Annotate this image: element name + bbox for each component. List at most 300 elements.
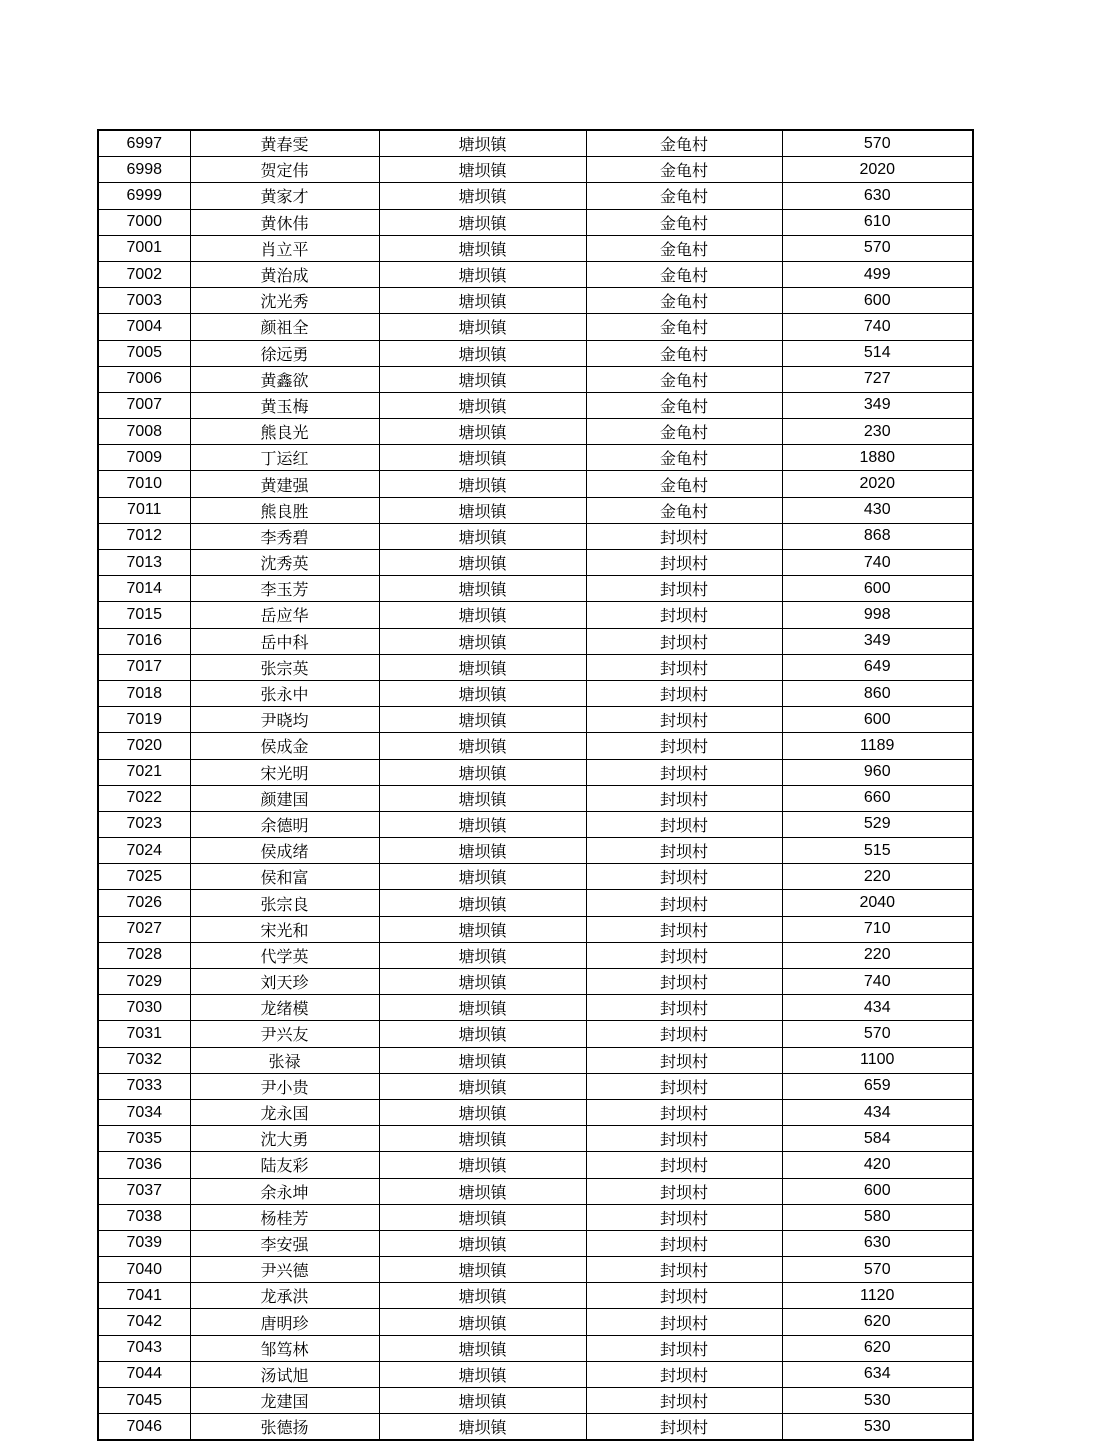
amount-cell: 349 — [782, 628, 973, 654]
amount-cell: 868 — [782, 523, 973, 549]
town-cell: 塘坝镇 — [379, 261, 586, 287]
amount-cell: 610 — [782, 209, 973, 235]
table-row — [98, 314, 973, 340]
name-cell: 沈大勇 — [190, 1126, 379, 1152]
amount-cell: 434 — [782, 1099, 973, 1125]
row-number-cell: 7001 — [98, 235, 190, 261]
name-cell: 汤试旭 — [190, 1361, 379, 1387]
table-row — [98, 916, 973, 942]
amount-cell: 1100 — [782, 1047, 973, 1073]
village-cell: 金龟村 — [586, 419, 782, 445]
table-row — [98, 654, 973, 680]
table-row — [98, 157, 973, 183]
row-number-cell: 7035 — [98, 1126, 190, 1152]
village-cell: 金龟村 — [586, 261, 782, 287]
name-cell: 余永坤 — [190, 1178, 379, 1204]
row-number-cell: 7043 — [98, 1335, 190, 1361]
town-cell: 塘坝镇 — [379, 654, 586, 680]
name-cell: 颜建国 — [190, 785, 379, 811]
village-cell: 封坝村 — [586, 654, 782, 680]
table-row — [98, 864, 973, 890]
town-cell: 塘坝镇 — [379, 1414, 586, 1441]
town-cell: 塘坝镇 — [379, 1099, 586, 1125]
amount-cell: 220 — [782, 864, 973, 890]
name-cell: 熊良光 — [190, 419, 379, 445]
amount-cell: 740 — [782, 314, 973, 340]
village-cell: 封坝村 — [586, 576, 782, 602]
amount-cell: 570 — [782, 1021, 973, 1047]
name-cell: 尹兴德 — [190, 1257, 379, 1283]
town-cell: 塘坝镇 — [379, 550, 586, 576]
village-cell: 封坝村 — [586, 602, 782, 628]
amount-cell: 230 — [782, 419, 973, 445]
name-cell: 岳中科 — [190, 628, 379, 654]
town-cell: 塘坝镇 — [379, 392, 586, 418]
town-cell: 塘坝镇 — [379, 130, 586, 157]
village-cell: 金龟村 — [586, 209, 782, 235]
village-cell: 封坝村 — [586, 1047, 782, 1073]
row-number-cell: 6997 — [98, 130, 190, 157]
name-cell: 龙承洪 — [190, 1283, 379, 1309]
village-cell: 封坝村 — [586, 550, 782, 576]
village-cell: 封坝村 — [586, 759, 782, 785]
village-cell: 封坝村 — [586, 1257, 782, 1283]
row-number-cell: 7023 — [98, 811, 190, 837]
amount-cell: 630 — [782, 183, 973, 209]
amount-cell: 514 — [782, 340, 973, 366]
village-cell: 金龟村 — [586, 445, 782, 471]
amount-cell: 2020 — [782, 157, 973, 183]
village-cell: 封坝村 — [586, 1126, 782, 1152]
town-cell: 塘坝镇 — [379, 785, 586, 811]
village-cell: 金龟村 — [586, 183, 782, 209]
amount-cell: 1880 — [782, 445, 973, 471]
town-cell: 塘坝镇 — [379, 497, 586, 523]
table-row — [98, 1283, 973, 1309]
town-cell: 塘坝镇 — [379, 1388, 586, 1414]
amount-cell: 600 — [782, 576, 973, 602]
row-number-cell: 7008 — [98, 419, 190, 445]
town-cell: 塘坝镇 — [379, 1204, 586, 1230]
name-cell: 陆友彩 — [190, 1152, 379, 1178]
village-cell: 封坝村 — [586, 1204, 782, 1230]
row-number-cell: 7024 — [98, 838, 190, 864]
row-number-cell: 7018 — [98, 680, 190, 706]
name-cell: 邹笃林 — [190, 1335, 379, 1361]
town-cell: 塘坝镇 — [379, 340, 586, 366]
name-cell: 黄春雯 — [190, 130, 379, 157]
town-cell: 塘坝镇 — [379, 707, 586, 733]
row-number-cell: 7004 — [98, 314, 190, 340]
village-cell: 封坝村 — [586, 1388, 782, 1414]
name-cell: 唐明珍 — [190, 1309, 379, 1335]
row-number-cell: 7034 — [98, 1099, 190, 1125]
table-row — [98, 235, 973, 261]
village-cell: 金龟村 — [586, 366, 782, 392]
table-row — [98, 1230, 973, 1256]
row-number-cell: 7009 — [98, 445, 190, 471]
amount-cell: 630 — [782, 1230, 973, 1256]
row-number-cell: 7020 — [98, 733, 190, 759]
name-cell: 张宗良 — [190, 890, 379, 916]
name-cell: 宋光和 — [190, 916, 379, 942]
table-row — [98, 183, 973, 209]
amount-cell: 349 — [782, 392, 973, 418]
village-cell: 封坝村 — [586, 969, 782, 995]
town-cell: 塘坝镇 — [379, 445, 586, 471]
amount-cell: 570 — [782, 130, 973, 157]
amount-cell: 434 — [782, 995, 973, 1021]
table-row — [98, 733, 973, 759]
row-number-cell: 7010 — [98, 471, 190, 497]
row-number-cell: 7029 — [98, 969, 190, 995]
row-number-cell: 7026 — [98, 890, 190, 916]
row-number-cell: 7016 — [98, 628, 190, 654]
town-cell: 塘坝镇 — [379, 183, 586, 209]
row-number-cell: 7014 — [98, 576, 190, 602]
village-cell: 封坝村 — [586, 1178, 782, 1204]
amount-cell: 998 — [782, 602, 973, 628]
table-row — [98, 1309, 973, 1335]
amount-cell: 530 — [782, 1388, 973, 1414]
amount-cell: 740 — [782, 969, 973, 995]
row-number-cell: 7030 — [98, 995, 190, 1021]
town-cell: 塘坝镇 — [379, 890, 586, 916]
town-cell: 塘坝镇 — [379, 942, 586, 968]
table-row — [98, 1335, 973, 1361]
table-row — [98, 838, 973, 864]
amount-cell: 659 — [782, 1073, 973, 1099]
village-cell: 封坝村 — [586, 628, 782, 654]
table-row — [98, 602, 973, 628]
amount-cell: 634 — [782, 1361, 973, 1387]
table-row — [98, 1361, 973, 1387]
village-cell: 封坝村 — [586, 1361, 782, 1387]
table-row — [98, 445, 973, 471]
amount-cell: 570 — [782, 1257, 973, 1283]
row-number-cell: 7032 — [98, 1047, 190, 1073]
row-number-cell: 7022 — [98, 785, 190, 811]
amount-cell: 727 — [782, 366, 973, 392]
table-row — [98, 288, 973, 314]
town-cell: 塘坝镇 — [379, 602, 586, 628]
table-row — [98, 785, 973, 811]
amount-cell: 584 — [782, 1126, 973, 1152]
town-cell: 塘坝镇 — [379, 1283, 586, 1309]
town-cell: 塘坝镇 — [379, 1126, 586, 1152]
table-row — [98, 130, 973, 157]
village-cell: 封坝村 — [586, 733, 782, 759]
table-row — [98, 1414, 973, 1441]
name-cell: 张永中 — [190, 680, 379, 706]
village-cell: 封坝村 — [586, 523, 782, 549]
town-cell: 塘坝镇 — [379, 288, 586, 314]
name-cell: 尹兴友 — [190, 1021, 379, 1047]
name-cell: 侯成绪 — [190, 838, 379, 864]
town-cell: 塘坝镇 — [379, 235, 586, 261]
row-number-cell: 7025 — [98, 864, 190, 890]
town-cell: 塘坝镇 — [379, 1257, 586, 1283]
row-number-cell: 7017 — [98, 654, 190, 680]
amount-cell: 570 — [782, 235, 973, 261]
row-number-cell: 7045 — [98, 1388, 190, 1414]
amount-cell: 960 — [782, 759, 973, 785]
table-row — [98, 576, 973, 602]
table-row — [98, 680, 973, 706]
town-cell: 塘坝镇 — [379, 1152, 586, 1178]
row-number-cell: 7039 — [98, 1230, 190, 1256]
name-cell: 贺定伟 — [190, 157, 379, 183]
town-cell: 塘坝镇 — [379, 864, 586, 890]
name-cell: 杨桂芳 — [190, 1204, 379, 1230]
village-cell: 封坝村 — [586, 1414, 782, 1441]
village-cell: 金龟村 — [586, 471, 782, 497]
town-cell: 塘坝镇 — [379, 366, 586, 392]
row-number-cell: 7021 — [98, 759, 190, 785]
amount-cell: 580 — [782, 1204, 973, 1230]
amount-cell: 529 — [782, 811, 973, 837]
row-number-cell: 7028 — [98, 942, 190, 968]
row-number-cell: 7019 — [98, 707, 190, 733]
village-cell: 封坝村 — [586, 785, 782, 811]
village-cell: 封坝村 — [586, 890, 782, 916]
row-number-cell: 7007 — [98, 392, 190, 418]
table-body — [98, 130, 973, 1440]
amount-cell: 710 — [782, 916, 973, 942]
village-cell: 封坝村 — [586, 811, 782, 837]
village-cell: 封坝村 — [586, 680, 782, 706]
table-row — [98, 1388, 973, 1414]
table-row — [98, 1204, 973, 1230]
town-cell: 塘坝镇 — [379, 733, 586, 759]
name-cell: 李秀碧 — [190, 523, 379, 549]
village-cell: 封坝村 — [586, 1335, 782, 1361]
row-number-cell: 7037 — [98, 1178, 190, 1204]
amount-cell: 499 — [782, 261, 973, 287]
table-row — [98, 628, 973, 654]
town-cell: 塘坝镇 — [379, 759, 586, 785]
name-cell: 肖立平 — [190, 235, 379, 261]
row-number-cell: 7046 — [98, 1414, 190, 1441]
amount-cell: 649 — [782, 654, 973, 680]
name-cell: 沈光秀 — [190, 288, 379, 314]
name-cell: 代学英 — [190, 942, 379, 968]
amount-cell: 600 — [782, 288, 973, 314]
name-cell: 黄治成 — [190, 261, 379, 287]
name-cell: 丁运红 — [190, 445, 379, 471]
village-cell: 封坝村 — [586, 916, 782, 942]
amount-cell: 1120 — [782, 1283, 973, 1309]
table-row — [98, 890, 973, 916]
village-cell: 封坝村 — [586, 838, 782, 864]
town-cell: 塘坝镇 — [379, 969, 586, 995]
village-cell: 封坝村 — [586, 995, 782, 1021]
town-cell: 塘坝镇 — [379, 523, 586, 549]
table-row — [98, 497, 973, 523]
town-cell: 塘坝镇 — [379, 838, 586, 864]
row-number-cell: 7041 — [98, 1283, 190, 1309]
row-number-cell: 6999 — [98, 183, 190, 209]
name-cell: 岳应华 — [190, 602, 379, 628]
row-number-cell: 6998 — [98, 157, 190, 183]
table-row — [98, 969, 973, 995]
name-cell: 徐远勇 — [190, 340, 379, 366]
table-row — [98, 1178, 973, 1204]
name-cell: 张禄 — [190, 1047, 379, 1073]
village-cell: 封坝村 — [586, 707, 782, 733]
amount-cell: 600 — [782, 1178, 973, 1204]
amount-cell: 620 — [782, 1309, 973, 1335]
town-cell: 塘坝镇 — [379, 1047, 586, 1073]
village-cell: 金龟村 — [586, 157, 782, 183]
row-number-cell: 7044 — [98, 1361, 190, 1387]
town-cell: 塘坝镇 — [379, 419, 586, 445]
table-row — [98, 209, 973, 235]
table-row — [98, 1152, 973, 1178]
row-number-cell: 7031 — [98, 1021, 190, 1047]
name-cell: 宋光明 — [190, 759, 379, 785]
table-row — [98, 995, 973, 1021]
row-number-cell: 7006 — [98, 366, 190, 392]
town-cell: 塘坝镇 — [379, 680, 586, 706]
name-cell: 龙永国 — [190, 1099, 379, 1125]
table-row — [98, 419, 973, 445]
row-number-cell: 7015 — [98, 602, 190, 628]
table-row — [98, 942, 973, 968]
table-row — [98, 1047, 973, 1073]
name-cell: 龙建国 — [190, 1388, 379, 1414]
row-number-cell: 7011 — [98, 497, 190, 523]
row-number-cell: 7042 — [98, 1309, 190, 1335]
name-cell: 张德扬 — [190, 1414, 379, 1441]
town-cell: 塘坝镇 — [379, 628, 586, 654]
town-cell: 塘坝镇 — [379, 811, 586, 837]
town-cell: 塘坝镇 — [379, 995, 586, 1021]
village-cell: 封坝村 — [586, 942, 782, 968]
town-cell: 塘坝镇 — [379, 1073, 586, 1099]
amount-cell: 420 — [782, 1152, 973, 1178]
amount-cell: 515 — [782, 838, 973, 864]
table-row — [98, 366, 973, 392]
name-cell: 熊良胜 — [190, 497, 379, 523]
name-cell: 张宗英 — [190, 654, 379, 680]
village-cell: 金龟村 — [586, 497, 782, 523]
row-number-cell: 7027 — [98, 916, 190, 942]
village-cell: 封坝村 — [586, 864, 782, 890]
town-cell: 塘坝镇 — [379, 314, 586, 340]
table-row — [98, 1073, 973, 1099]
town-cell: 塘坝镇 — [379, 916, 586, 942]
name-cell: 尹小贵 — [190, 1073, 379, 1099]
village-cell: 金龟村 — [586, 288, 782, 314]
row-number-cell: 7033 — [98, 1073, 190, 1099]
town-cell: 塘坝镇 — [379, 1230, 586, 1256]
town-cell: 塘坝镇 — [379, 1021, 586, 1047]
village-cell: 封坝村 — [586, 1309, 782, 1335]
name-cell: 黄建强 — [190, 471, 379, 497]
name-cell: 黄休伟 — [190, 209, 379, 235]
table-row — [98, 392, 973, 418]
town-cell: 塘坝镇 — [379, 1361, 586, 1387]
name-cell: 余德明 — [190, 811, 379, 837]
town-cell: 塘坝镇 — [379, 576, 586, 602]
town-cell: 塘坝镇 — [379, 1178, 586, 1204]
name-cell: 黄鑫欲 — [190, 366, 379, 392]
village-cell: 金龟村 — [586, 130, 782, 157]
table-row — [98, 1126, 973, 1152]
name-cell: 黄家才 — [190, 183, 379, 209]
amount-cell: 860 — [782, 680, 973, 706]
table-row — [98, 1099, 973, 1125]
data-table — [97, 129, 974, 1441]
village-cell: 封坝村 — [586, 1021, 782, 1047]
village-cell: 金龟村 — [586, 340, 782, 366]
row-number-cell: 7005 — [98, 340, 190, 366]
name-cell: 李安强 — [190, 1230, 379, 1256]
name-cell: 龙绪模 — [190, 995, 379, 1021]
row-number-cell: 7036 — [98, 1152, 190, 1178]
amount-cell: 740 — [782, 550, 973, 576]
town-cell: 塘坝镇 — [379, 157, 586, 183]
town-cell: 塘坝镇 — [379, 209, 586, 235]
table-row — [98, 707, 973, 733]
amount-cell: 2040 — [782, 890, 973, 916]
table-row — [98, 471, 973, 497]
row-number-cell: 7003 — [98, 288, 190, 314]
table-row — [98, 523, 973, 549]
amount-cell: 620 — [782, 1335, 973, 1361]
village-cell: 封坝村 — [586, 1099, 782, 1125]
table-row — [98, 1257, 973, 1283]
name-cell: 尹晓均 — [190, 707, 379, 733]
table-row — [98, 759, 973, 785]
village-cell: 金龟村 — [586, 235, 782, 261]
name-cell: 黄玉梅 — [190, 392, 379, 418]
row-number-cell: 7000 — [98, 209, 190, 235]
name-cell: 颜祖全 — [190, 314, 379, 340]
row-number-cell: 7038 — [98, 1204, 190, 1230]
name-cell: 沈秀英 — [190, 550, 379, 576]
table-row — [98, 261, 973, 287]
row-number-cell: 7040 — [98, 1257, 190, 1283]
row-number-cell: 7013 — [98, 550, 190, 576]
table-row — [98, 1021, 973, 1047]
name-cell: 侯成金 — [190, 733, 379, 759]
town-cell: 塘坝镇 — [379, 471, 586, 497]
village-cell: 金龟村 — [586, 314, 782, 340]
amount-cell: 2020 — [782, 471, 973, 497]
table-row — [98, 550, 973, 576]
name-cell: 李玉芳 — [190, 576, 379, 602]
town-cell: 塘坝镇 — [379, 1309, 586, 1335]
amount-cell: 430 — [782, 497, 973, 523]
row-number-cell: 7002 — [98, 261, 190, 287]
row-number-cell: 7012 — [98, 523, 190, 549]
amount-cell: 600 — [782, 707, 973, 733]
table-row — [98, 340, 973, 366]
amount-cell: 220 — [782, 942, 973, 968]
amount-cell: 1189 — [782, 733, 973, 759]
village-cell: 金龟村 — [586, 392, 782, 418]
town-cell: 塘坝镇 — [379, 1335, 586, 1361]
amount-cell: 660 — [782, 785, 973, 811]
name-cell: 侯和富 — [190, 864, 379, 890]
table-row — [98, 811, 973, 837]
village-cell: 封坝村 — [586, 1152, 782, 1178]
village-cell: 封坝村 — [586, 1230, 782, 1256]
village-cell: 封坝村 — [586, 1283, 782, 1309]
village-cell: 封坝村 — [586, 1073, 782, 1099]
